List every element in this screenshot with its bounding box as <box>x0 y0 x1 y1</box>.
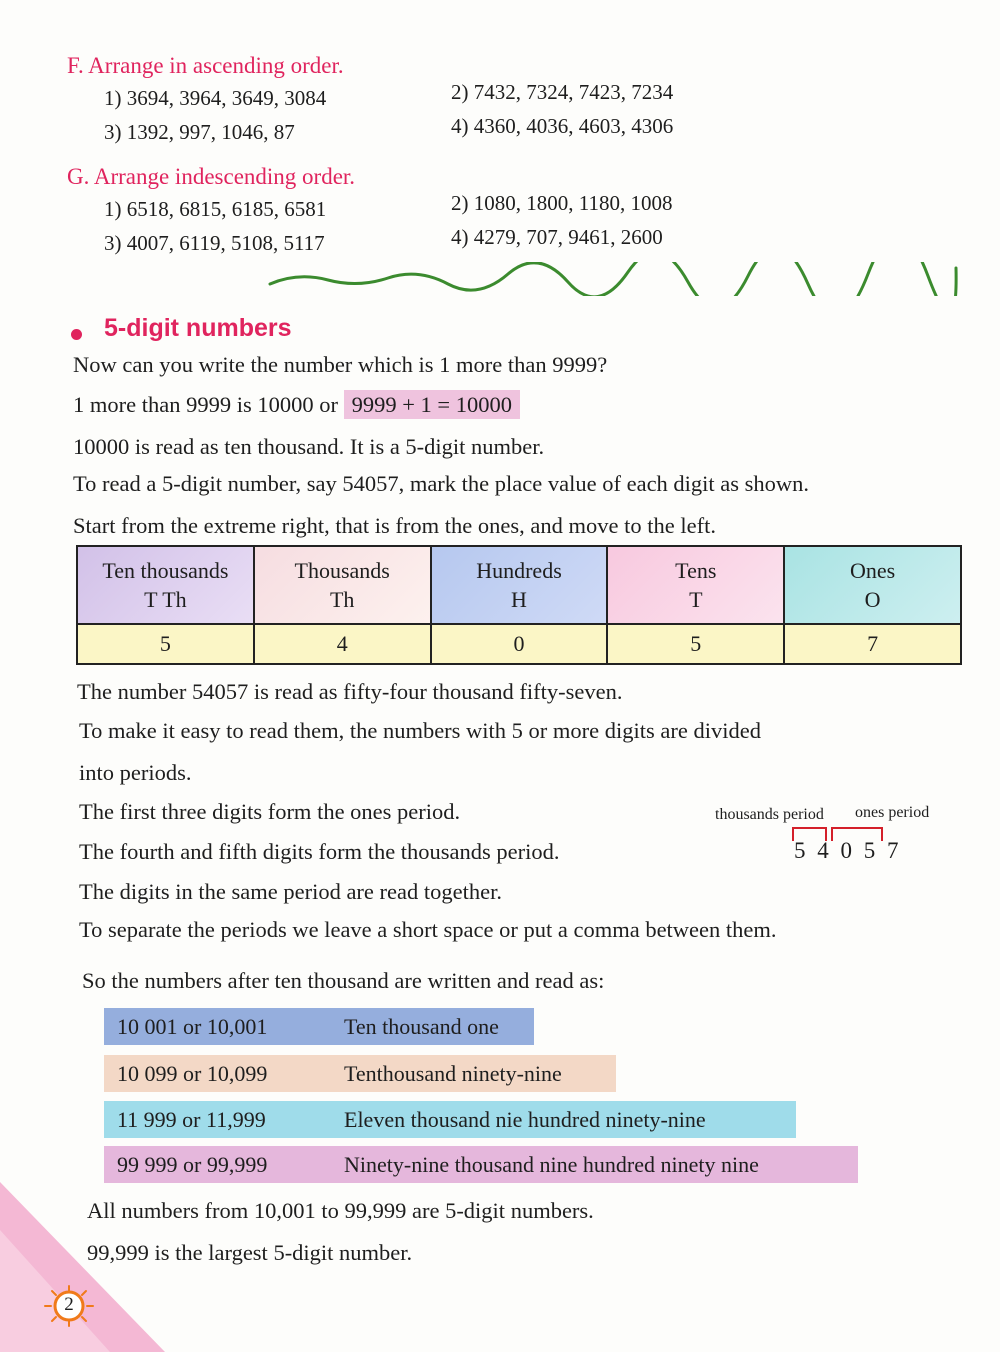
example-number: 10 001 or 10,001 <box>117 1014 268 1039</box>
section-heading: 5-digit numbers <box>104 314 292 342</box>
example-words: Ninety-nine thousand nine hundred ninety nine <box>344 1152 759 1177</box>
example-words: Ten thousand one <box>344 1014 499 1039</box>
ten-thousand-line: 10000 is read as ten thousand. It is a 5-digit number. <box>73 434 545 459</box>
intro-question: Now can you write the number which is 1 more than 9999? <box>73 352 608 377</box>
example-words: Eleven thousand nie hundred ninety-nine <box>344 1107 706 1132</box>
example-row-4 <box>104 1146 858 1183</box>
value-cell: 7 <box>784 624 961 664</box>
exercise-g-item-1: 1) 6518, 6815, 6185, 6581 <box>104 197 327 221</box>
read-as-line: The number 54057 is read as fifty-four thousand fifty-seven. <box>77 679 623 704</box>
header-abbr: T <box>689 587 703 612</box>
easy-read-line-2: into periods. <box>79 760 192 785</box>
exercise-f-item-4: 4) 4360, 4036, 4603, 4306 <box>451 114 674 138</box>
value-cell: 5 <box>607 624 784 664</box>
exercise-g-title: G. Arrange indescending order. <box>67 164 356 189</box>
example-row-1 <box>104 1008 534 1045</box>
header-abbr: T Th <box>144 587 187 612</box>
start-right-line: Start from the extreme right, that is from the ones, and move to the left. <box>73 513 716 538</box>
largest-line: 99,999 is the largest 5-digit number. <box>87 1240 413 1265</box>
heading-bullet <box>71 329 82 340</box>
header-name: Ones <box>849 558 896 583</box>
range-line: All numbers from 10,001 to 99,999 are 5-digit numbers. <box>87 1198 594 1223</box>
page-number: 2 <box>64 1294 74 1315</box>
header-ten-thousands <box>77 546 254 624</box>
header-ones <box>784 546 961 624</box>
exercise-f-item-1: 1) 3694, 3964, 3649, 3084 <box>104 86 327 110</box>
thousands-period-label: thousands period <box>715 806 824 823</box>
value-cell: 4 <box>254 624 431 664</box>
easy-read-line-1: To make it easy to read them, the numbers with 5 or more digits are divided <box>79 718 761 743</box>
value-cell: 0 <box>431 624 608 664</box>
exercise-g-item-3: 3) 4007, 6119, 5108, 5117 <box>104 231 325 255</box>
separate-line: To separate the periods we leave a short space or put a comma between them. <box>79 917 777 942</box>
place-value-table <box>76 545 962 665</box>
first-three-line: The first three digits form the ones period. <box>79 799 461 824</box>
header-name: Thousands <box>294 558 390 583</box>
example-row-3 <box>104 1101 796 1138</box>
read-instruction: To read a 5-digit number, say 54057, mark the place value of each digit as shown. <box>73 471 810 496</box>
sum-highlight: 9999 + 1 = 10000 <box>344 390 520 419</box>
example-number: 10 099 or 10,099 <box>117 1061 268 1086</box>
wavy-divider <box>268 262 958 296</box>
fourth-fifth-line: The fourth and fifth digits form the thousands period. <box>79 839 560 864</box>
example-row-2 <box>104 1055 616 1092</box>
value-cell: 5 <box>77 624 254 664</box>
example-number: 99 999 or 99,999 <box>117 1152 268 1177</box>
exercise-g-item-2: 2) 1080, 1800, 1180, 1008 <box>451 191 673 215</box>
same-period-line: The digits in the same period are read together. <box>79 879 502 904</box>
exercise-f-item-2: 2) 7432, 7324, 7423, 7234 <box>451 80 674 104</box>
one-more-line <box>73 392 520 418</box>
header-name: Hundreds <box>476 558 562 583</box>
exercise-f-item-3: 3) 1392, 997, 1046, 87 <box>104 120 295 144</box>
example-words: Tenthousand ninety-nine <box>344 1061 562 1086</box>
header-abbr: Th <box>329 587 355 612</box>
header-hundreds <box>431 546 608 624</box>
exercise-g-item-4: 4) 4279, 707, 9461, 2600 <box>451 225 663 249</box>
exercise-f-title: F. Arrange in ascending order. <box>67 53 344 78</box>
header-abbr: H <box>511 587 527 612</box>
ones-period-label: ones period <box>855 804 930 821</box>
period-digits: 5 4 0 5 7 <box>794 838 902 863</box>
header-name: Ten thousands <box>102 558 229 583</box>
example-number: 11 999 or 11,999 <box>117 1107 266 1132</box>
header-name: Tens <box>675 558 717 583</box>
one-more-text: 1 more than 9999 is 10000 or <box>73 392 338 417</box>
header-abbr: O <box>864 587 881 612</box>
header-tens <box>607 546 784 624</box>
examples-intro: So the numbers after ten thousand are written and read as: <box>82 968 605 993</box>
header-thousands <box>254 546 431 624</box>
